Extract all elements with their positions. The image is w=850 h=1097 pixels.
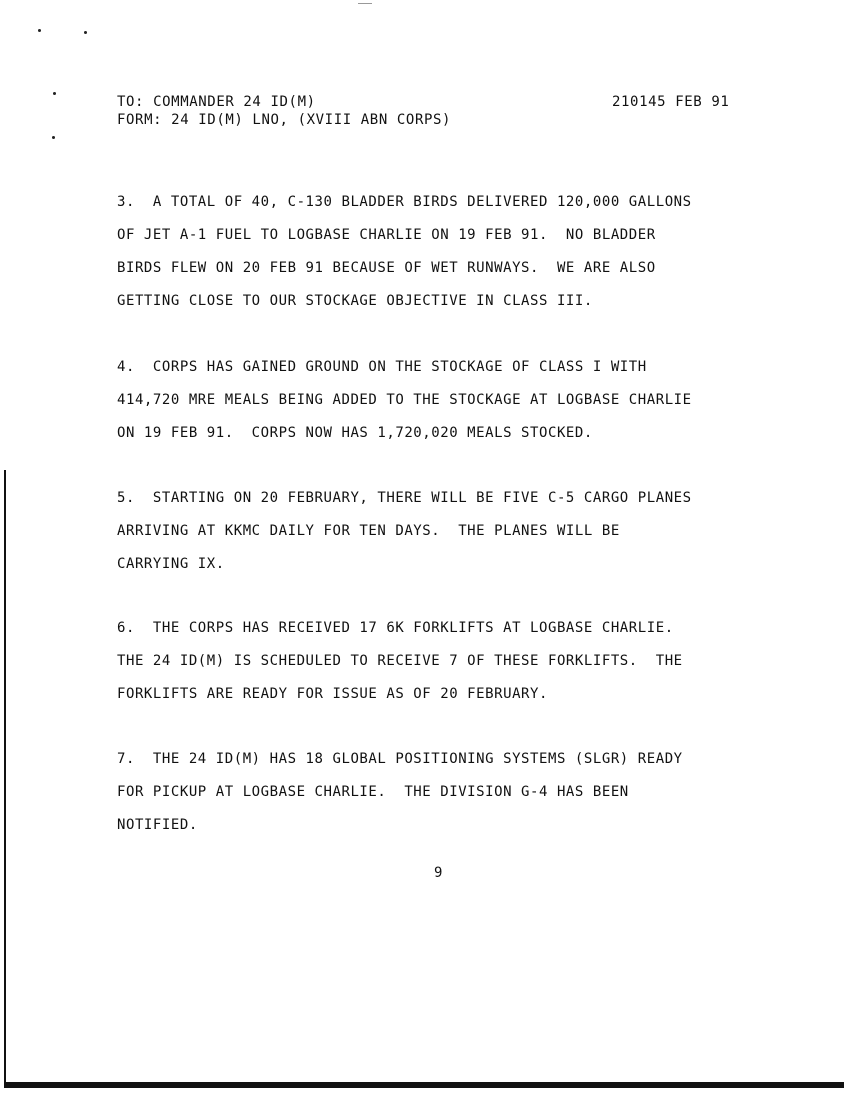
paragraph-line: 7. THE 24 ID(M) HAS 18 GLOBAL POSITIONING SYSTEMS (SLGR) READY bbox=[117, 751, 683, 767]
paragraph-4 bbox=[117, 359, 777, 458]
paragraph-line: GETTING CLOSE TO OUR STOCKAGE OBJECTIVE IN CLASS III. bbox=[117, 293, 593, 309]
paragraph-6 bbox=[117, 620, 777, 719]
paragraph-line: THE 24 ID(M) IS SCHEDULED TO RECEIVE 7 OF THESE FORKLIFTS. THE bbox=[117, 653, 683, 669]
paragraph-line: 414,720 MRE MEALS BEING ADDED TO THE STOCKAGE AT LOGBASE CHARLIE bbox=[117, 392, 692, 408]
scan-speck bbox=[52, 136, 55, 139]
paragraph-line: CARRYING IX. bbox=[117, 556, 225, 572]
paragraph-line: 6. THE CORPS HAS RECEIVED 17 6K FORKLIFTS AT LOGBASE CHARLIE. bbox=[117, 620, 674, 636]
paragraph-line: ARRIVING AT KKMC DAILY FOR TEN DAYS. THE PLANES WILL BE bbox=[117, 523, 620, 539]
paragraph-line: 4. CORPS HAS GAINED GROUND ON THE STOCKAGE OF CLASS I WITH bbox=[117, 359, 647, 375]
paragraph-line: FOR PICKUP AT LOGBASE CHARLIE. THE DIVISION G-4 HAS BEEN bbox=[117, 784, 629, 800]
scan-speck bbox=[84, 31, 87, 34]
scan-border-left bbox=[4, 470, 6, 1085]
paragraph-line: 5. STARTING ON 20 FEBRUARY, THERE WILL BE FIVE C-5 CARGO PLANES bbox=[117, 490, 692, 506]
scan-border-bottom bbox=[4, 1082, 844, 1088]
memo-to-line: TO: COMMANDER 24 ID(M) bbox=[117, 94, 316, 110]
paragraph-line: BIRDS FLEW ON 20 FEB 91 BECAUSE OF WET RUNWAYS. WE ARE ALSO bbox=[117, 260, 656, 276]
paragraph-line: ON 19 FEB 91. CORPS NOW HAS 1,720,020 MEALS STOCKED. bbox=[117, 425, 593, 441]
paragraph-line: OF JET A-1 FUEL TO LOGBASE CHARLIE ON 19 FEB 91. NO BLADDER bbox=[117, 227, 656, 243]
page-number: 9 bbox=[434, 865, 443, 881]
memo-from-line: FORM: 24 ID(M) LNO, (XVIII ABN CORPS) bbox=[117, 112, 452, 128]
paragraph-line: FORKLIFTS ARE READY FOR ISSUE AS OF 20 FEBRUARY. bbox=[117, 686, 548, 702]
paragraph-3 bbox=[117, 194, 777, 326]
paragraph-7 bbox=[117, 751, 777, 850]
scan-speck bbox=[38, 29, 41, 32]
scan-mark bbox=[358, 3, 372, 4]
date-time-group: 210145 FEB 91 bbox=[612, 94, 730, 110]
paragraph-line: NOTIFIED. bbox=[117, 817, 198, 833]
paragraph-line: 3. A TOTAL OF 40, C-130 BLADDER BIRDS DELIVERED 120,000 GALLONS bbox=[117, 194, 692, 210]
paragraph-5 bbox=[117, 490, 777, 589]
scan-speck bbox=[53, 92, 56, 95]
